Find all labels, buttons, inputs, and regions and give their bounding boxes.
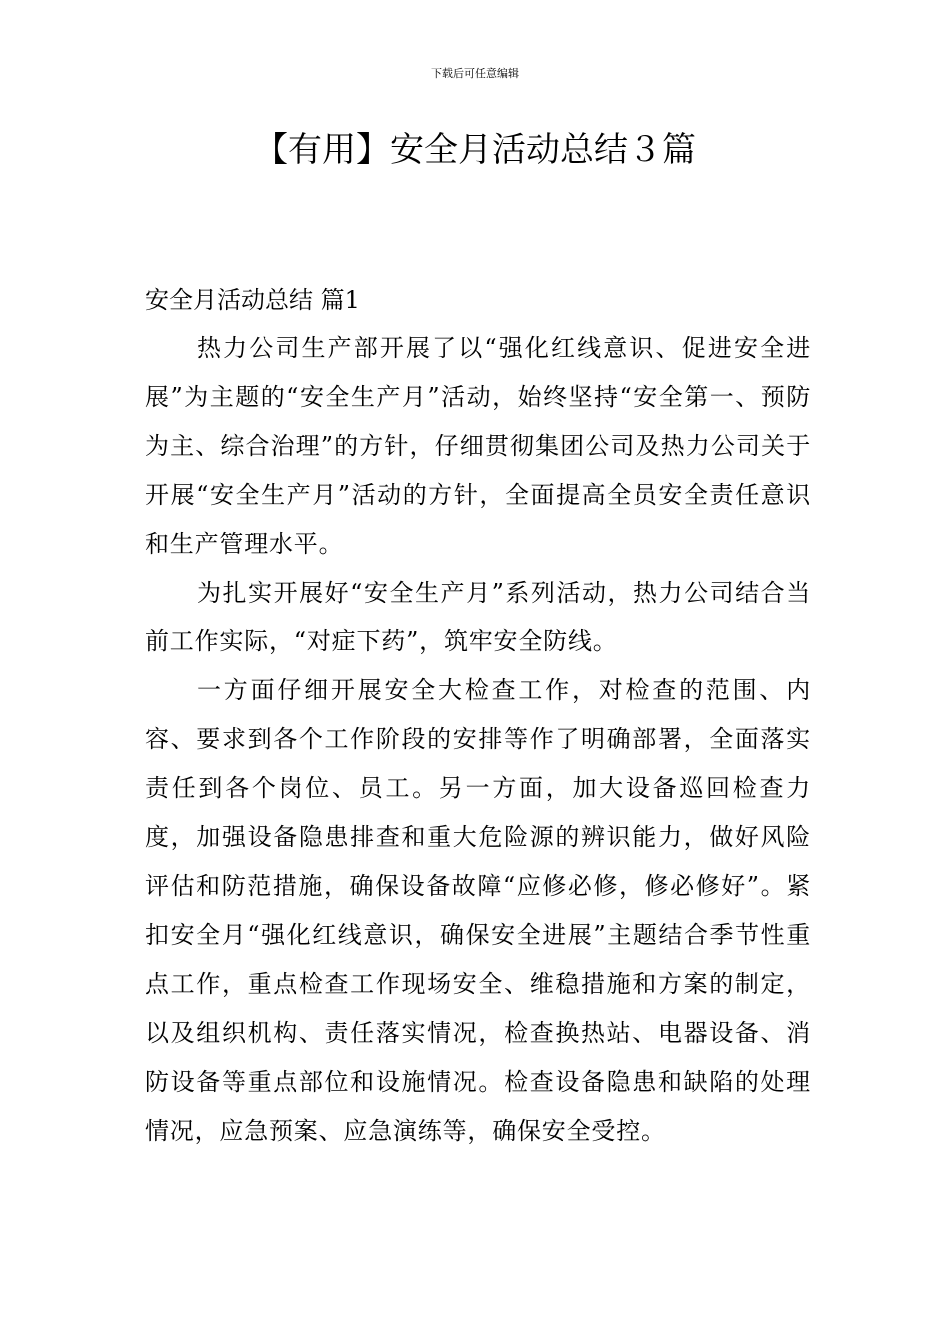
paragraph: 热力公司生产部开展了以“强化红线意识、促进安全进展”为主题的“安全生产月”活动，始终坚持“安全第一、预防为主、综合治理”的方针，仔细贯彻集团公司及热力公司关于开展“安全生产月”活动的方针，全面提高全员安全责任意识和生产管理水平。 xyxy=(145,334,811,558)
section-heading: 安全月活动总结 篇1 xyxy=(145,286,360,314)
document-body xyxy=(145,276,811,1155)
header-note: 下载后可任意编辑 xyxy=(431,67,519,80)
paragraph: 为扎实开展好“安全生产月”系列活动，热力公司结合当前工作实际，“对症下药”，筑牢安全防线。 xyxy=(145,578,811,656)
paragraph: 一方面仔细开展安全大检查工作，对检查的范围、内容、要求到各个工作阶段的安排等作了明确部署，全面落实责任到各个岗位、员工。另一方面，加大设备巡回检查力度，加强设备隐患排查和重大危险源的辨识能力，做好风险评估和防范措施，确保设备故障“应修必修，修必修好”。紧扣安全月“强化红线意识，确保安全进展”主题结合季节性重点工作，重点检查工作现场安全、维稳措施和方案的制定，以及组织机构、责任落实情况，检查换热站、电器设备、消防设备等重点部位和设施情况。检查设备隐患和缺陷的处理情况，应急预案、应急演练等，确保安全受控。 xyxy=(145,676,811,1145)
document-title: 【有用】安全月活动总结３篇 xyxy=(254,130,696,170)
